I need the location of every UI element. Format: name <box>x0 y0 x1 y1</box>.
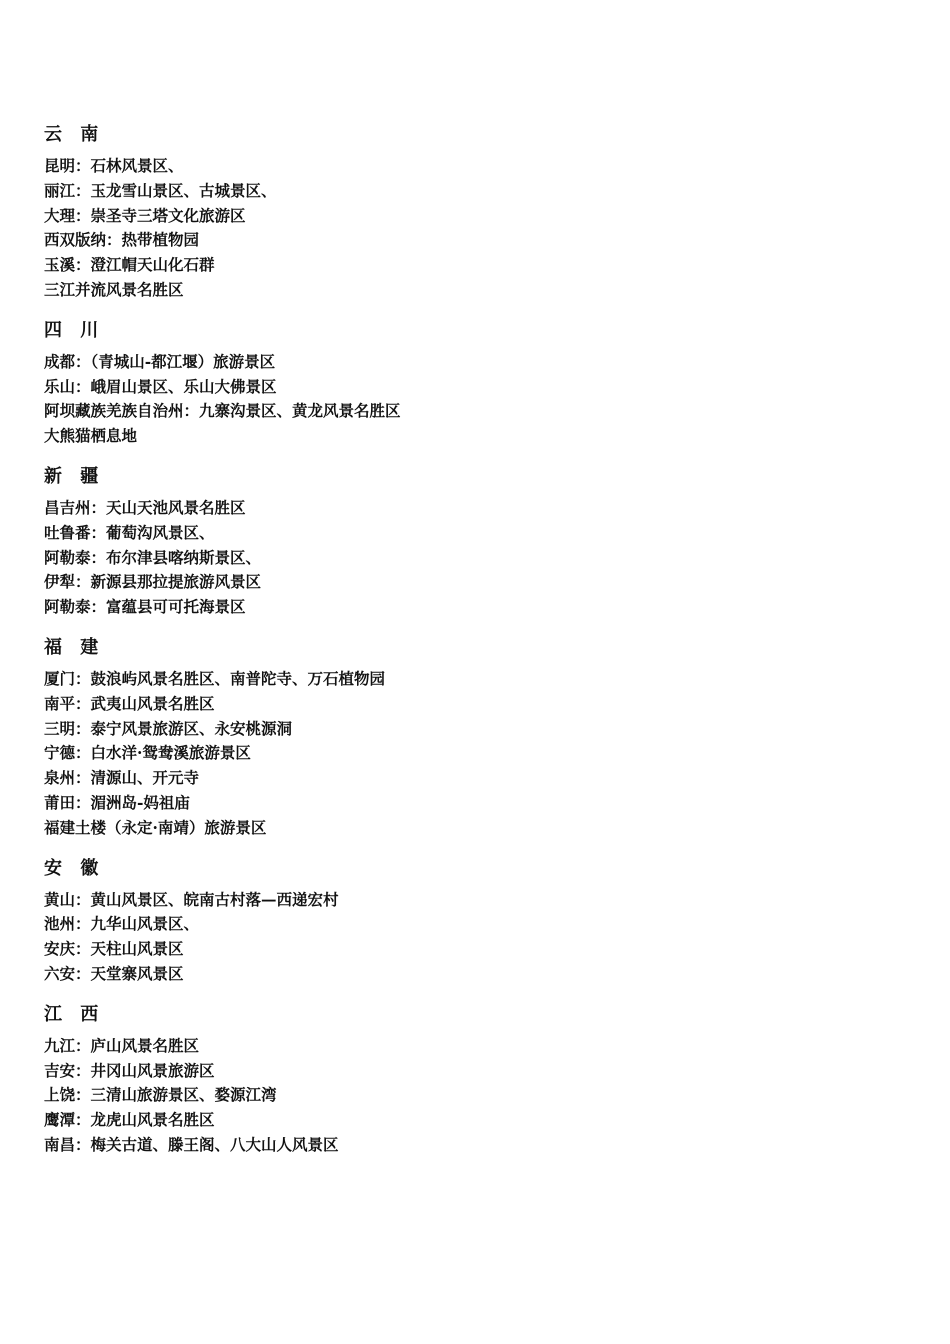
list-item: 吐鲁番：葡萄沟风景区、 <box>44 522 215 542</box>
list-item: 吉安：井冈山风景旅游区 <box>44 1060 215 1080</box>
list-item: 福建土楼（永定·南靖）旅游景区 <box>44 817 267 837</box>
list-item: 阿坝藏族羌族自治州：九寨沟景区、黄龙风景名胜区 <box>44 401 401 421</box>
section-sichuan <box>44 318 904 449</box>
section-anhui <box>44 856 904 987</box>
list-item: 六安：天堂寨风景区 <box>44 963 184 983</box>
list-item: 宁德：白水洋·鸳鸯溪旅游景区 <box>44 743 251 763</box>
list-item: 阿勒泰：布尔津县喀纳斯景区、 <box>44 547 262 567</box>
list-item: 西双版纳：热带植物园 <box>44 230 200 250</box>
section-heading: 新 疆 <box>44 465 105 487</box>
list-item: 昆明：石林风景区、 <box>44 156 184 175</box>
document-body <box>44 122 904 1158</box>
section-jiangxi <box>44 1002 904 1158</box>
list-item: 南昌：梅关古道、滕王阁、八大山人风景区 <box>44 1134 339 1154</box>
section-fujian <box>44 635 904 841</box>
section-heading: 江 西 <box>44 1003 105 1025</box>
list-item: 丽江：玉龙雪山景区、古城景区、 <box>44 180 277 200</box>
list-item: 三明：泰宁风景旅游区、永安桃源洞 <box>44 718 293 738</box>
list-item: 黄山：黄山风景区、皖南古村落—西递宏村 <box>44 889 339 909</box>
list-item: 厦门：鼓浪屿风景名胜区、南普陀寺、万石植物园 <box>44 668 386 688</box>
list-item: 鹰潭：龙虎山风景名胜区 <box>44 1110 215 1130</box>
section-heading: 云 南 <box>44 124 105 145</box>
section-heading: 四 川 <box>44 319 105 341</box>
list-item: 泉州：清源山、开元寺 <box>44 768 200 788</box>
section-heading: 安 徽 <box>44 857 105 879</box>
list-item: 玉溪：澄江帽天山化石群 <box>44 255 215 275</box>
list-item: 九江：庐山风景名胜区 <box>44 1035 200 1055</box>
list-item: 昌吉州：天山天池风景名胜区 <box>44 497 246 517</box>
list-item: 乐山：峨眉山景区、乐山大佛景区 <box>44 376 277 396</box>
list-item: 阿勒泰：富蕴县可可托海景区 <box>44 597 246 617</box>
list-item: 伊犁：新源县那拉提旅游风景区 <box>44 572 262 592</box>
list-item: 三江并流风景名胜区 <box>44 279 184 299</box>
list-item: 大理：崇圣寺三塔文化旅游区 <box>44 205 246 225</box>
section-xinjiang <box>44 464 904 620</box>
list-item: 上饶：三清山旅游景区、婺源江湾 <box>44 1085 277 1105</box>
section-yunnan <box>44 122 904 303</box>
list-item: 大熊猫栖息地 <box>44 426 138 446</box>
list-item: 池州：九华山风景区、 <box>44 914 200 934</box>
list-item: 安庆：天柱山风景区 <box>44 939 184 959</box>
list-item: 成都：（青城山-都江堰）旅游景区 <box>44 351 276 371</box>
list-item: 南平：武夷山风景名胜区 <box>44 693 215 713</box>
section-heading: 福 建 <box>44 636 105 658</box>
list-item: 莆田：湄洲岛-妈祖庙 <box>44 792 190 812</box>
